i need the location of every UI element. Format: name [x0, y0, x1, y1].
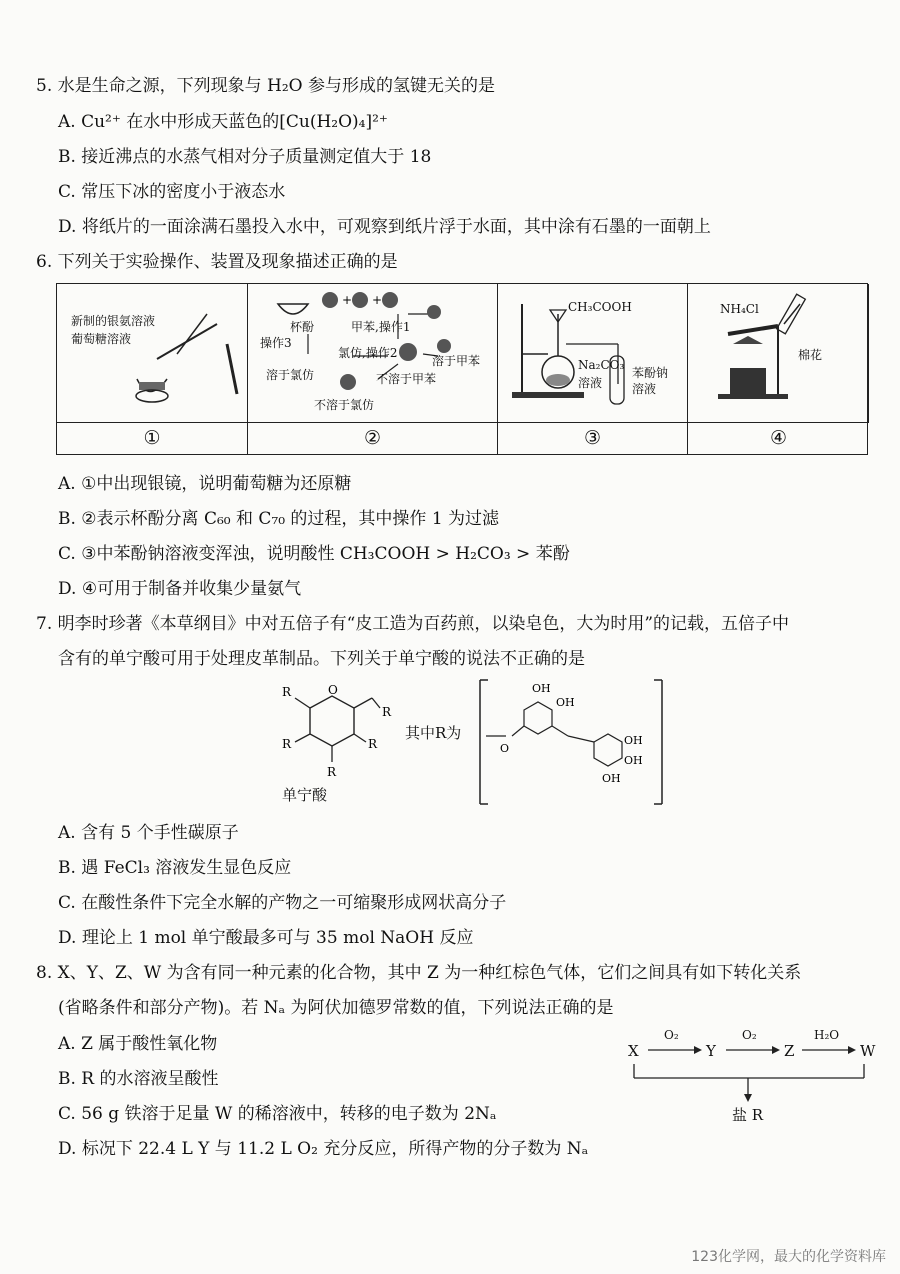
svg-text:OH: OH [624, 754, 643, 767]
q6-option-b: B. ②表示杯酚分离 C₆₀ 和 C₇₀ 的过程，其中操作 1 为过滤 [58, 509, 500, 529]
experiment-figure-table [56, 283, 868, 455]
q8-option-d: D. 标况下 22.4 L Y 与 11.2 L O₂ 充分反应，所得产物的分子数为 Nₐ [58, 1139, 589, 1159]
label-cotton: 棉花 [798, 348, 823, 362]
scheme-x: X [628, 1042, 639, 1060]
svg-text:R: R [282, 737, 292, 751]
figure-number-4: ④ [688, 422, 869, 454]
q6-option-c: C. ③中苯酚钠溶液变浑浊，说明酸性 CH₃COOH > H₂CO₃ > 苯酚 [58, 544, 570, 564]
svg-text:R: R [327, 765, 337, 779]
label-glucose: 葡萄糖溶液 [71, 332, 132, 346]
conversion-scheme [620, 1024, 875, 1124]
label-solution-1: 溶液 [578, 376, 603, 390]
svg-text:+: + [342, 293, 353, 307]
figure-2-calixarene [248, 284, 498, 422]
question-8-stem-line1: 8. X、Y、Z、W 为含有同一种元素的化合物，其中 Z 为一种红棕色气体，它们之间具有如下转化关系 [36, 963, 802, 983]
svg-text:R: R [368, 737, 378, 751]
label-dissolve-toluene: 溶于甲苯 [432, 354, 481, 368]
label-chloroform-op2: 氯仿,操作2 [338, 346, 398, 360]
svg-text:R: R [282, 685, 292, 699]
scheme-y: Y [706, 1042, 716, 1060]
label-calixarene: 杯酚 [290, 320, 315, 334]
label-op3: 操作3 [260, 336, 292, 350]
q7-option-d: D. 理论上 1 mol 单宁酸最多可与 35 mol NaOH 反应 [58, 928, 474, 948]
svg-text:OH: OH [556, 696, 575, 709]
q7-option-c: C. 在酸性条件下完全水解的产物之一可缩聚形成网状高分子 [58, 893, 507, 913]
r-group-label: 其中R为 [405, 724, 462, 742]
r-group-structure [476, 678, 676, 808]
q5-option-c: C. 常压下冰的密度小于液态水 [58, 182, 286, 202]
q5-option-d: D. 将纸片的一面涂满石墨投入水中，可观察到纸片浮于水面，其中涂有石墨的一面朝上 [58, 217, 711, 237]
figure-3-acid-strength [498, 284, 688, 422]
figure-1-silver-mirror [57, 284, 248, 422]
scheme-z: Z [784, 1042, 795, 1060]
label-dissolve-chloroform: 溶于氯仿 [266, 368, 315, 382]
test-tube-heating-diagram [57, 284, 248, 422]
q8-option-c: C. 56 g 铁溶于足量 W 的稀溶液中，转移的电子数为 2Nₐ [58, 1104, 497, 1124]
figure-number-2: ② [248, 422, 498, 454]
figure-4-ammonia [688, 284, 869, 422]
tannic-acid-caption: 单宁酸 [282, 786, 328, 804]
figure-number-3: ③ [498, 422, 688, 454]
q5-option-a: A. Cu²⁺ 在水中形成天蓝色的[Cu(H₂O)₄]²⁺ [58, 112, 388, 132]
label-sodium-carbonate: Na₂CO₃ [578, 358, 625, 372]
tannic-acid-core-structure [250, 680, 430, 790]
ammonia-preparation-diagram [688, 284, 869, 422]
svg-text:OH: OH [624, 734, 643, 747]
svg-text:OH: OH [602, 772, 621, 785]
label-insoluble-toluene: 不溶于甲苯 [376, 372, 437, 386]
q6-option-d: D. ④可用于制备并收集少量氨气 [58, 579, 302, 599]
scheme-salt-r: 盐 R [732, 1106, 764, 1124]
scheme-reagent-o2-2: O₂ [742, 1028, 757, 1042]
svg-text:O: O [328, 683, 338, 697]
question-8-stem-line2: (省略条件和部分产物)。若 Nₐ 为阿伏加德罗常数的值，下列说法正确的是 [58, 998, 614, 1018]
svg-text:R: R [382, 705, 392, 719]
q5-option-b: B. 接近沸点的水蒸气相对分子质量测定值大于 18 [58, 147, 432, 167]
q6-option-a: A. ①中出现银镜，说明葡萄糖为还原糖 [58, 474, 352, 494]
q8-option-a: A. Z 属于酸性氧化物 [58, 1034, 218, 1054]
q8-option-b: B. R 的水溶液呈酸性 [58, 1069, 219, 1089]
watermark: 123化学网，最大的化学资料库 [691, 1249, 886, 1265]
question-6-stem: 6. 下列关于实验操作、装置及现象描述正确的是 [36, 252, 398, 272]
question-7-stem-line1: 7. 明李时珍著《本草纲目》中对五倍子有“皮工造为百药煎，以染皂色，大为时用”的记载，五倍子中 [36, 614, 790, 634]
label-silver-ammonia: 新制的银氨溶液 [71, 314, 156, 328]
label-acetic-acid: CH₃COOH [568, 300, 632, 314]
scheme-reagent-o2-1: O₂ [664, 1028, 679, 1042]
svg-text:+: + [372, 293, 383, 307]
label-solution-2: 溶液 [632, 382, 657, 396]
q7-option-a: A. 含有 5 个手性碳原子 [58, 823, 239, 843]
label-ammonium-chloride: NH₄Cl [720, 302, 759, 316]
q7-option-b: B. 遇 FeCl₃ 溶液发生显色反应 [58, 858, 292, 878]
svg-text:OH: OH [532, 682, 551, 695]
scheme-reagent-h2o: H₂O [814, 1028, 840, 1042]
question-7-stem-line2: 含有的单宁酸可用于处理皮革制品。下列关于单宁酸的说法不正确的是 [58, 649, 585, 669]
label-toluene-op1: 甲苯,操作1 [351, 320, 411, 334]
label-sodium-phenoxide: 苯酚钠 [632, 366, 669, 380]
scheme-w: W [860, 1042, 876, 1060]
figure-number-1: ① [57, 422, 248, 454]
svg-text:O: O [500, 742, 510, 755]
question-5-stem: 5. 水是生命之源，下列现象与 H₂O 参与形成的氢键无关的是 [36, 76, 496, 96]
label-insoluble-chloroform: 不溶于氯仿 [314, 398, 375, 412]
